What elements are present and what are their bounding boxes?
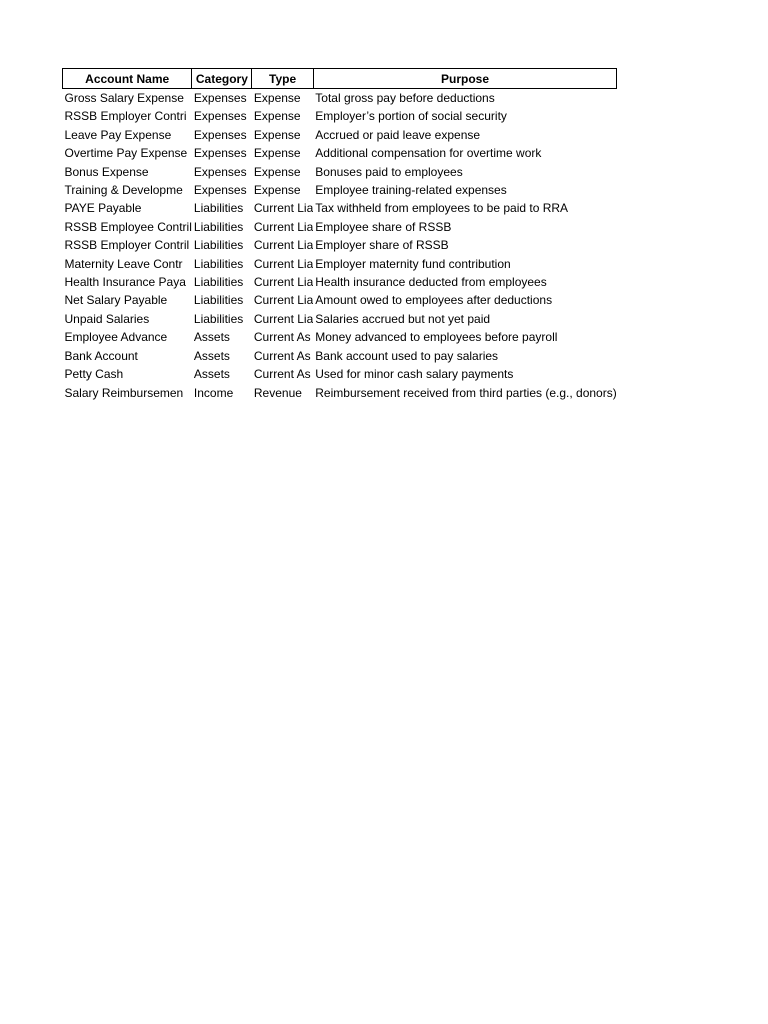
cell-type[interactable]: Current Lia bbox=[253, 293, 314, 308]
cell-account-name[interactable]: Overtime Pay Expense bbox=[64, 146, 188, 161]
cell-type[interactable]: Expense bbox=[253, 127, 301, 142]
header-row bbox=[63, 69, 617, 89]
cell-category[interactable]: Assets bbox=[193, 330, 230, 345]
cell-category[interactable]: Expenses bbox=[193, 146, 247, 161]
table-row bbox=[63, 107, 617, 125]
header-account-name[interactable]: Account Name bbox=[63, 69, 192, 89]
table-row bbox=[63, 273, 617, 291]
cell-purpose[interactable]: Employee training-related expenses bbox=[315, 183, 507, 198]
cell-category[interactable]: Liabilities bbox=[193, 219, 244, 234]
cell-category[interactable]: Liabilities bbox=[193, 275, 244, 290]
cell-account-name[interactable]: Maternity Leave Contr bbox=[64, 256, 183, 271]
cell-type[interactable]: Current As bbox=[253, 367, 311, 382]
table-row bbox=[63, 89, 617, 108]
header-purpose[interactable]: Purpose bbox=[313, 69, 616, 89]
cell-account-name[interactable]: Employee Advance bbox=[64, 330, 168, 345]
cell-type[interactable]: Current Lia bbox=[253, 275, 314, 290]
table-row bbox=[63, 347, 617, 365]
table-row bbox=[63, 365, 617, 383]
table-row bbox=[63, 255, 617, 273]
cell-purpose[interactable]: Reimbursement received from third parties (e.g., donors) bbox=[315, 385, 617, 400]
cell-purpose[interactable]: Used for minor cash salary payments bbox=[315, 367, 514, 382]
cell-purpose[interactable]: Bonuses paid to employees bbox=[315, 164, 463, 179]
cell-account-name[interactable]: Salary Reimbursemen bbox=[64, 385, 184, 400]
cell-account-name[interactable]: Health Insurance Paya bbox=[64, 275, 186, 290]
accounts-table bbox=[62, 68, 617, 402]
cell-type[interactable]: Current Lia bbox=[253, 311, 314, 326]
cell-purpose[interactable]: Employer maternity fund contribution bbox=[315, 256, 511, 271]
cell-account-name[interactable]: Training & Developme bbox=[64, 183, 183, 198]
cell-category[interactable]: Expenses bbox=[193, 183, 247, 198]
cell-type[interactable]: Current Lia bbox=[253, 201, 314, 216]
cell-category[interactable]: Liabilities bbox=[193, 311, 244, 326]
cell-purpose[interactable]: Salaries accrued but not yet paid bbox=[315, 311, 491, 326]
cell-type[interactable]: Current As bbox=[253, 330, 311, 345]
cell-purpose[interactable]: Additional compensation for overtime work bbox=[315, 146, 542, 161]
cell-account-name[interactable]: Bank Account bbox=[64, 348, 138, 363]
table-row bbox=[63, 163, 617, 181]
cell-category[interactable]: Expenses bbox=[193, 91, 247, 105]
cell-category[interactable]: Income bbox=[193, 385, 234, 400]
table-row bbox=[63, 144, 617, 162]
cell-type[interactable]: Current Lia bbox=[253, 238, 314, 253]
cell-category[interactable]: Assets bbox=[193, 348, 230, 363]
cell-category[interactable]: Liabilities bbox=[193, 256, 244, 271]
table-row bbox=[63, 126, 617, 144]
cell-purpose[interactable]: Employer’s portion of social security bbox=[315, 109, 507, 124]
cell-type[interactable]: Expense bbox=[253, 164, 301, 179]
table-row bbox=[63, 181, 617, 199]
cell-purpose[interactable]: Health insurance deducted from employees bbox=[315, 275, 547, 290]
cell-category[interactable]: Liabilities bbox=[193, 201, 244, 216]
header-category[interactable]: Category bbox=[192, 69, 252, 89]
cell-account-name[interactable]: RSSB Employee Contril bbox=[64, 219, 192, 234]
cell-purpose[interactable]: Money advanced to employees before payroll bbox=[315, 330, 558, 345]
table-row bbox=[63, 199, 617, 217]
cell-type[interactable]: Expense bbox=[253, 109, 301, 124]
cell-account-name[interactable]: PAYE Payable bbox=[64, 201, 142, 216]
cell-type[interactable]: Expense bbox=[253, 91, 301, 105]
cell-purpose[interactable]: Bank account used to pay salaries bbox=[315, 348, 499, 363]
cell-type[interactable]: Current Lia bbox=[253, 219, 314, 234]
cell-type[interactable]: Revenue bbox=[253, 385, 302, 400]
cell-account-name[interactable]: Net Salary Payable bbox=[64, 293, 168, 308]
cell-account-name[interactable]: Unpaid Salaries bbox=[64, 311, 150, 326]
spreadsheet-page bbox=[62, 68, 617, 402]
cell-category[interactable]: Expenses bbox=[193, 109, 247, 124]
cell-category[interactable]: Assets bbox=[193, 367, 230, 382]
cell-category[interactable]: Liabilities bbox=[193, 238, 244, 253]
header-type[interactable]: Type bbox=[252, 69, 313, 89]
cell-type[interactable]: Expense bbox=[253, 183, 301, 198]
table-body bbox=[63, 89, 617, 402]
table-row bbox=[63, 218, 617, 236]
cell-purpose[interactable]: Employee share of RSSB bbox=[315, 219, 452, 234]
cell-purpose[interactable]: Employer share of RSSB bbox=[315, 238, 449, 253]
table-row bbox=[63, 291, 617, 309]
table-row bbox=[63, 328, 617, 346]
cell-account-name[interactable]: Bonus Expense bbox=[64, 164, 149, 179]
cell-purpose[interactable]: Amount owed to employees after deductions bbox=[315, 293, 553, 308]
table-row bbox=[63, 384, 617, 402]
cell-account-name[interactable]: Leave Pay Expense bbox=[64, 127, 172, 142]
cell-account-name[interactable]: RSSB Employer Contri bbox=[64, 109, 187, 124]
cell-account-name[interactable]: Gross Salary Expense bbox=[64, 91, 184, 105]
table-row bbox=[63, 236, 617, 254]
cell-purpose[interactable]: Accrued or paid leave expense bbox=[315, 127, 481, 142]
cell-purpose[interactable]: Total gross pay before deductions bbox=[315, 91, 495, 105]
cell-category[interactable]: Expenses bbox=[193, 164, 247, 179]
cell-purpose[interactable]: Tax withheld from employees to be paid to RRA bbox=[315, 201, 569, 216]
cell-category[interactable]: Liabilities bbox=[193, 293, 244, 308]
table-row bbox=[63, 310, 617, 328]
cell-category[interactable]: Expenses bbox=[193, 127, 247, 142]
cell-account-name[interactable]: Petty Cash bbox=[64, 367, 124, 382]
cell-account-name[interactable]: RSSB Employer Contril bbox=[64, 238, 190, 253]
cell-type[interactable]: Current Lia bbox=[253, 256, 314, 271]
cell-type[interactable]: Current As bbox=[253, 348, 311, 363]
cell-type[interactable]: Expense bbox=[253, 146, 301, 161]
